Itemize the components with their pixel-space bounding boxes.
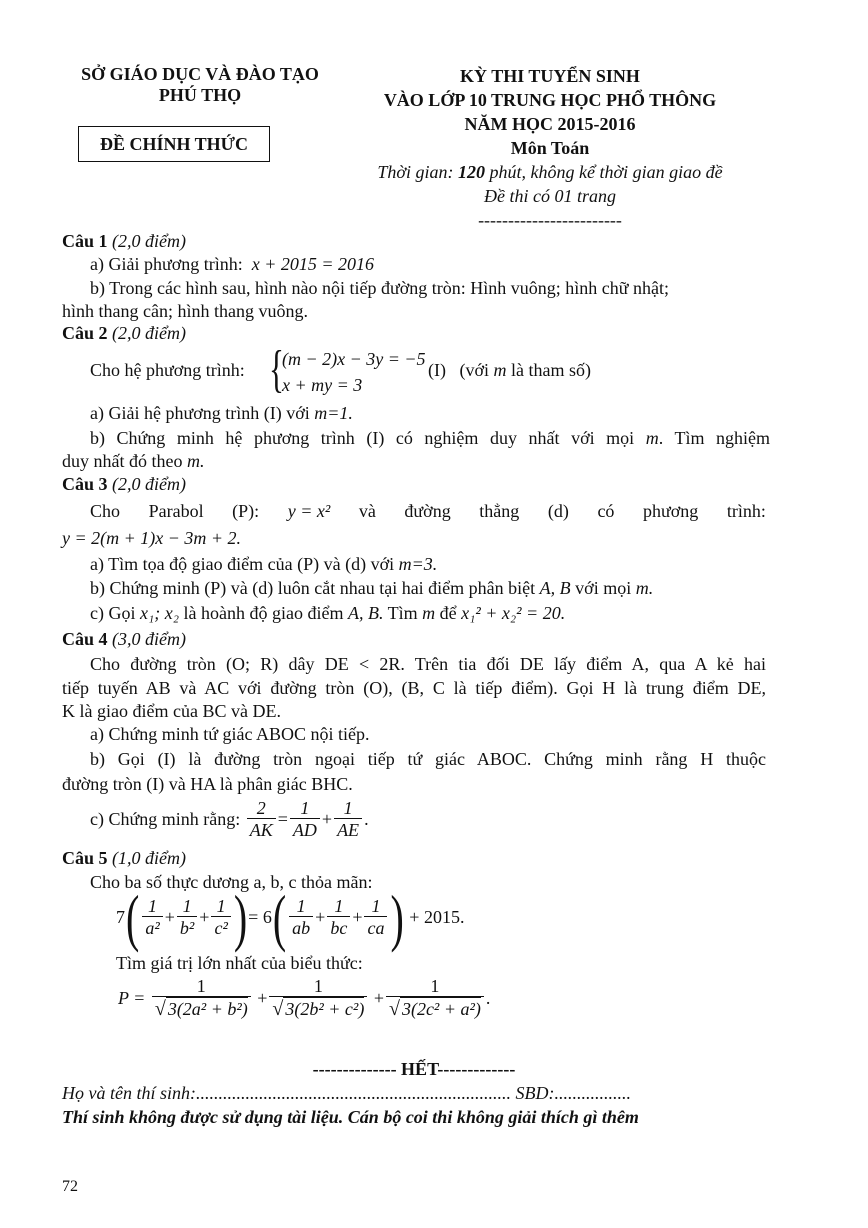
official-exam-box <box>78 126 270 162</box>
exam-notice: Thí sinh không được sử dụng tài liệu. Cán bộ coi thi không giải thích gì thêm <box>62 1107 639 1127</box>
exam-title-line-2: VÀO LỚP 10 TRUNG HỌC PHỔ THÔNG <box>383 90 717 110</box>
exam-school-year: NĂM HỌC 2015-2016 <box>464 114 636 134</box>
question-2-intro: Cho hệ phương trình: <box>90 360 245 380</box>
department-name <box>50 64 350 106</box>
question-5-intro: Cho ba số thực dương a, b, c thỏa mãn: <box>90 872 373 892</box>
line-equation: y = 2(m + 1)x − 3m + 2. <box>62 528 242 548</box>
question-1-heading: Câu 1 (2,0 điểm) <box>62 231 186 251</box>
p-term-2: $\frac{1}{\text{√ 3(2b² + c²)}}$ <box>269 976 367 1020</box>
question-1-part-b-line-1: b) Trong các hình sau, hình nào nội tiếp đường tròn: Hình vuông; hình chữ nhật; <box>90 278 669 298</box>
question-2-part-a: a) Giải hệ phương trình (I) với m=1. <box>90 403 353 423</box>
question-1-part-b-line-2: hình thang cân; hình thang vuông. <box>62 301 308 321</box>
end-marker: -------------- HẾT------------- <box>312 1059 516 1079</box>
exam-header <box>340 64 760 232</box>
question-4-part-c: c) Chứng minh rằng: $\frac{2}{AK}$ = $\frac{1}{AD}$ + $\frac{1}{AE}$ . <box>90 798 369 840</box>
question-3-part-b: b) Chứng minh (P) và (d) luôn cắt nhau tại hai điểm phân biệt A, B với mọi m. <box>90 578 654 598</box>
question-2-heading: Câu 2 (2,0 điểm) <box>62 323 186 343</box>
exam-time: Thời gian: 120 phút, không kể thời gian giao đề <box>377 162 723 182</box>
header-divider: ------------------------ <box>478 210 622 230</box>
fraction-2-over-ak: $\frac{2}{AK}$ <box>247 798 276 841</box>
exam-title-line-1: KỲ THI TUYỂN SINH <box>460 66 640 86</box>
system-brace: { <box>268 341 284 398</box>
question-5-condition: 7 ( $\frac{1}{\text{a²}}$ + $\frac{1}{\text{b²}}$ + $\frac{1}{\text{c²}}$ ) = 6 ( $\frac{1}{ab}$ + $\frac{1}{bc}$ + $\frac{1}{ca}$ ) + 2015. <box>116 881 465 954</box>
fraction-1-over-ca: $\frac{1}{ca}$ <box>364 896 387 939</box>
question-4-part-b-line-2: đường tròn (I) và HA là phân giác BHC. <box>62 774 353 794</box>
question-4-part-b-line-1: b) Gọi (I) là đường tròn ngoại tiếp tứ giác ABOC. Chứng minh rằng H thuộc <box>90 749 766 769</box>
p-term-3: $\frac{1}{\text{√ 3(2c² + a²)}}$ <box>386 976 484 1020</box>
equation-system <box>282 346 426 398</box>
fraction-1-over-ae: $\frac{1}{AE}$ <box>334 798 362 841</box>
system-label: (I) (với m là tham số) <box>428 360 591 380</box>
question-3-part-a: a) Tìm tọa độ giao điểm của (P) và (d) với m=3. <box>90 554 438 574</box>
question-4-part-a: a) Chứng minh tứ giác ABOC nội tiếp. <box>90 724 370 744</box>
exam-page-count: Đề thi có 01 trang <box>484 186 616 206</box>
question-3-heading: Câu 3 (2,0 điểm) <box>62 474 186 494</box>
exam-subject: Môn Toán <box>510 138 590 158</box>
page-number: 72 <box>62 1178 78 1195</box>
question-2-part-b-line-2: duy nhất đó theo m. <box>62 451 205 471</box>
question-5-find: Tìm giá trị lớn nhất của biểu thức: <box>116 953 363 973</box>
candidate-info-line: Họ và tên thí sinh:...................................................................... SBD:................. <box>62 1083 631 1103</box>
fraction-1-over-c-squared: $\frac{1}{\text{c²}}$ <box>211 896 230 939</box>
question-4-heading: Câu 4 (3,0 điểm) <box>62 629 186 649</box>
question-2-part-b-line-1: b) Chứng minh hệ phương trình (I) có nghiệm duy nhất với mọi m. Tìm nghiệm <box>90 428 770 448</box>
official-exam-label: ĐỀ CHÍNH THỨC <box>99 134 249 154</box>
question-5-heading: Câu 5 (1,0 điểm) <box>62 848 186 868</box>
department-line-2: PHÚ THỌ <box>158 85 242 105</box>
question-3-part-c: c) Gọi x₁; x₂ là hoành độ giao điểm A, B. Tìm m để x₁² + x₂² = 20. <box>90 603 566 623</box>
fraction-1-over-b-squared: $\frac{1}{\text{b²}}$ <box>177 896 197 939</box>
p-term-1: $\frac{1}{\text{√ 3(2a² + b²)}}$ <box>152 976 251 1020</box>
question-3-intro: Cho Parabol (P): y = x² và đường thẳng (d) có phương trình: <box>90 501 766 521</box>
question-1-part-a: a) Giải phương trình: x + 2015 = 2016 <box>90 254 375 274</box>
department-line-1: SỞ GIÁO DỤC VÀ ĐÀO TẠO <box>81 64 319 84</box>
system-equation-1: (m − 2)x − 3y = −5 <box>282 349 426 369</box>
expression-p: P = $\frac{1}{\text{√ 3(2a² + b²)}}$ + $\frac{1}{\text{√ 3(2b² + c²)}}$ + $\frac{1}{\text{√ 3(2c² + a²)}}$ . <box>118 976 491 1020</box>
fraction-1-over-ab: $\frac{1}{ab}$ <box>289 896 313 939</box>
system-equation-2: x + my = 3 <box>282 375 363 395</box>
fraction-1-over-bc: $\frac{1}{bc}$ <box>327 896 350 939</box>
fraction-1-over-ad: $\frac{1}{AD}$ <box>290 798 320 841</box>
question-4-line-2: tiếp tuyến AB và AC với đường tròn (O), (B, C là tiếp điểm). Gọi H là trung điểm DE, <box>62 678 766 698</box>
fraction-1-over-a-squared: $\frac{1}{\text{a²}}$ <box>142 896 162 939</box>
question-4-line-1: Cho đường tròn (O; R) dây DE < 2R. Trên tia đối DE lấy điểm A, qua A kẻ hai <box>90 654 766 674</box>
question-4-line-3: K là giao điểm của BC và DE. <box>62 701 281 721</box>
